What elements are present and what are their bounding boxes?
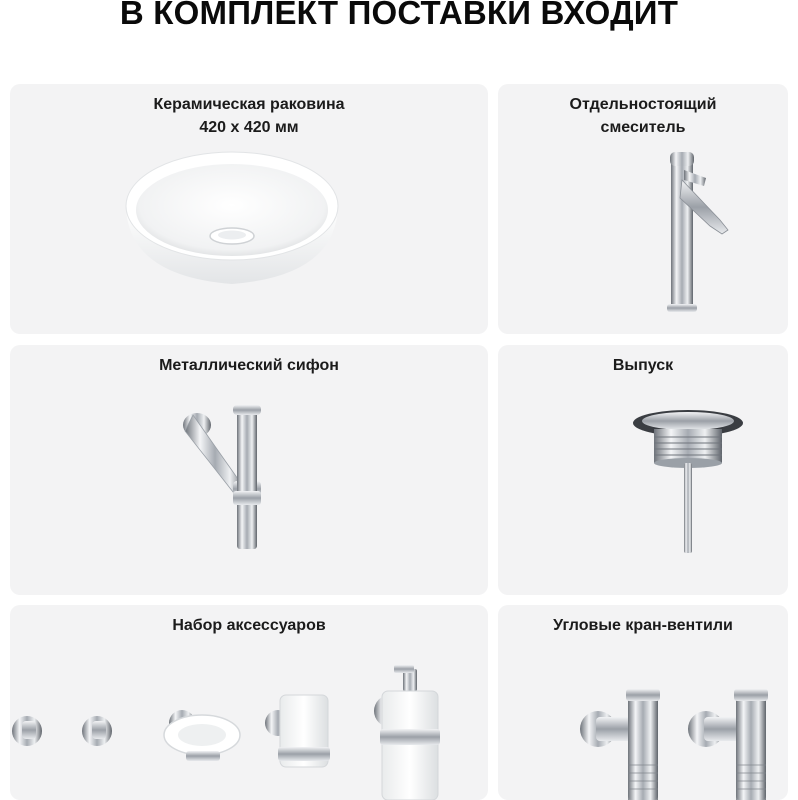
drain-icon (630, 407, 746, 557)
item-card-faucet (498, 84, 788, 334)
item-label-line1: Металлический сифон (159, 357, 339, 374)
soap-dispenser-icon (374, 665, 440, 800)
item-label-line1: Выпуск (612, 357, 674, 374)
faucet-icon (658, 148, 738, 318)
item-label (10, 614, 488, 637)
item-label-line2: 420 x 420 мм (199, 119, 299, 136)
item-label-line1: Угловые кран-вентили (553, 617, 733, 634)
item-label (498, 614, 788, 637)
item-label (498, 93, 788, 139)
item-label-line1: Керамическая раковина (153, 96, 345, 113)
item-label-line2: смеситель (600, 119, 686, 136)
item-label (498, 354, 788, 377)
item-label-line1: Отдельностоящий (569, 96, 717, 113)
hook-icon (12, 716, 42, 746)
hook-icon (82, 716, 112, 746)
angle-valve-icon (578, 689, 788, 800)
item-card-siphon (10, 345, 488, 595)
item-card-ceramic-basin (10, 84, 488, 334)
item-label (10, 354, 488, 377)
item-label-line1: Набор аксессуаров (172, 617, 326, 634)
ceramic-basin-icon (120, 148, 344, 288)
item-label (10, 93, 488, 139)
glass-holder-icon (265, 695, 330, 767)
soap-dish-icon (164, 710, 240, 761)
page-title: В КОМПЛЕКТ ПОСТАВКИ ВХОДИТ (119, 0, 679, 31)
siphon-icon (175, 401, 285, 551)
item-card-accessories (10, 605, 488, 800)
item-card-drain (498, 345, 788, 595)
accessories-icon (10, 663, 488, 800)
item-card-angle-valves (498, 605, 788, 800)
